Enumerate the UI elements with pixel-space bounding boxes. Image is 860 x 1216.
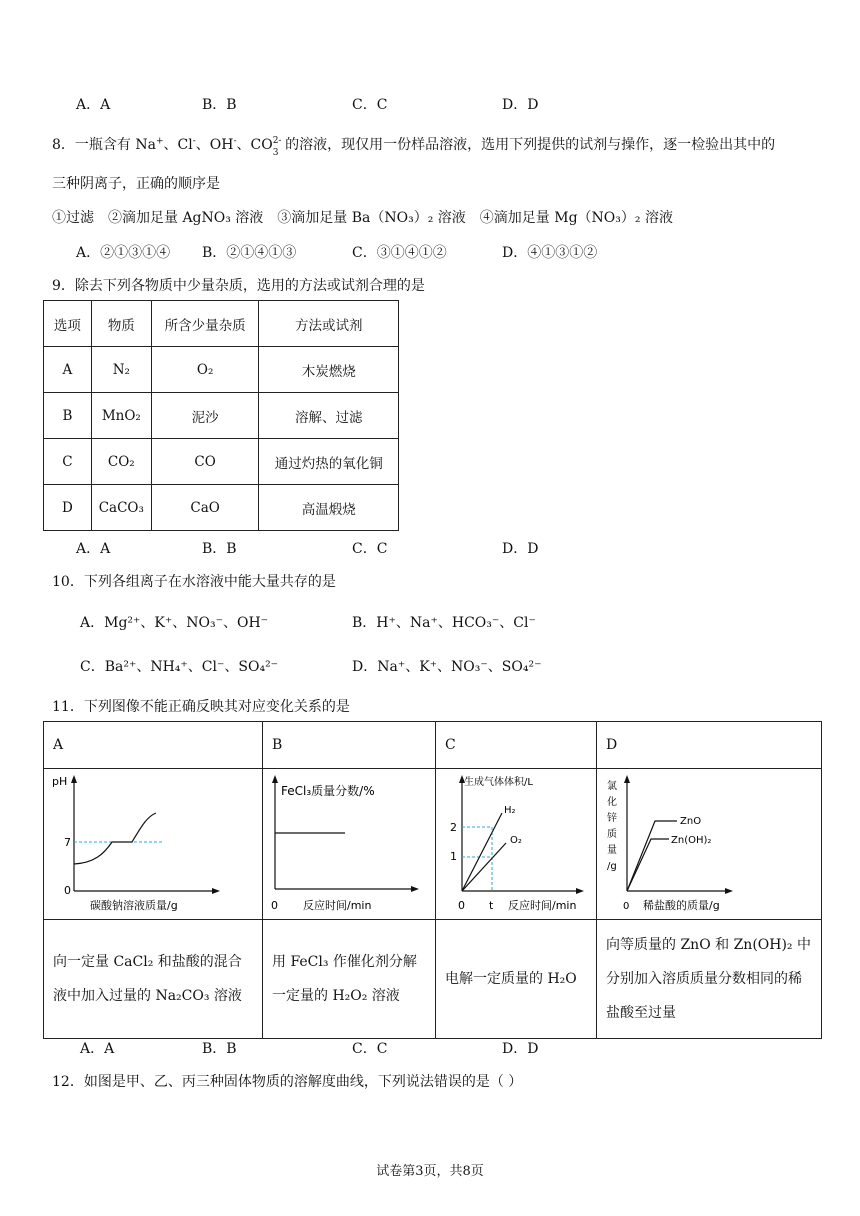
q9-cell: A xyxy=(44,347,92,393)
q10-stem: 10．下列各组离子在水溶液中能大量共存的是 xyxy=(52,574,336,590)
q9-header-cell: 物质 xyxy=(91,301,151,347)
q9-table xyxy=(43,300,399,531)
q9-cell: B xyxy=(44,393,92,439)
q9-cell: 泥沙 xyxy=(151,393,259,439)
graph-a-tick-7: 7 xyxy=(64,836,71,849)
svg-text:氯: 氯 xyxy=(607,781,617,792)
q11-option-b: B．B xyxy=(202,1041,237,1057)
q11-option-a: A．A xyxy=(80,1041,115,1057)
q9-option-d: D．D xyxy=(502,541,539,557)
graph-c-h2-label: H₂ xyxy=(504,805,516,816)
q11-header-cell: D xyxy=(597,722,822,769)
q11-desc-cell: 电解一定质量的 H₂O xyxy=(436,920,597,1039)
q12-stem: 12．如图是甲、乙、丙三种固体物质的溶解度曲线，下列说法错误的是（ ） xyxy=(52,1074,523,1090)
graph-d-znoh-label: Zn(OH)₂ xyxy=(671,835,712,846)
q7-option-a: A．A xyxy=(76,97,111,113)
q11-graph-cell-d xyxy=(597,769,822,920)
q9-option-b: B．B xyxy=(202,541,237,557)
q9-cell: D xyxy=(44,485,92,531)
graph-b-y-label: FeCl₃质量分数/% xyxy=(281,784,375,798)
q11-header-cell: A xyxy=(44,722,263,769)
graph-d-y-label xyxy=(607,779,617,872)
q8-stem-line2: 三种阴离子，正确的顺序是 xyxy=(52,176,220,192)
graph-d-zno-label: ZnO xyxy=(680,816,702,827)
q8-option-a: A．②①③①④ xyxy=(76,245,171,261)
svg-text:/g: /g xyxy=(607,861,617,872)
q9-option-a: A．A xyxy=(76,541,111,557)
q9-option-c: C．C xyxy=(352,541,388,557)
q8-option-c: C．③①④①② xyxy=(352,245,447,261)
graph-c-x-label: 反应时间/min xyxy=(508,899,577,912)
q9-cell: C xyxy=(44,439,92,485)
table-row xyxy=(44,393,399,439)
q11-graph-cell-b xyxy=(263,769,436,920)
q9-cell: MnO₂ xyxy=(91,393,151,439)
q9-cell: O₂ xyxy=(151,347,259,393)
q10-option-c: C．Ba²⁺、NH₄⁺、Cl⁻、SO₄²⁻ xyxy=(80,659,279,675)
svg-text:化: 化 xyxy=(607,797,617,808)
graph-d-origin: 0 xyxy=(623,901,630,912)
q11-graph-cell-a xyxy=(44,769,263,920)
q7-option-b: B．B xyxy=(202,97,237,113)
q10-option-d: D．Na⁺、K⁺、NO₃⁻、SO₄²⁻ xyxy=(352,659,542,675)
q9-cell: CO₂ xyxy=(91,439,151,485)
table-row xyxy=(44,485,399,531)
q10-option-a: A．Mg²⁺、K⁺、NO₃⁻、OH⁻ xyxy=(80,615,269,631)
graph-c-o2-label: O₂ xyxy=(510,835,522,846)
q9-cell: CaO xyxy=(151,485,259,531)
graph-b-origin: 0 xyxy=(271,899,278,912)
q11-option-d: D．D xyxy=(502,1041,539,1057)
q9-cell: 通过灼热的氧化铜 xyxy=(259,439,399,485)
q9-header-cell: 选项 xyxy=(44,301,92,347)
q8-option-d: D．④①③①② xyxy=(502,245,598,261)
q11-option-c: C．C xyxy=(352,1041,388,1057)
svg-text:质: 质 xyxy=(607,829,617,840)
q8-option-b: B．②①④①③ xyxy=(202,245,297,261)
q11-graph-cell-c xyxy=(436,769,597,920)
table-row xyxy=(44,439,399,485)
table-row xyxy=(44,347,399,393)
graph-c-t-tick: t xyxy=(489,899,494,912)
graph-d xyxy=(597,769,821,915)
svg-text:量: 量 xyxy=(607,845,617,856)
q7-option-c: C．C xyxy=(352,97,388,113)
q10-option-b: B．H⁺、Na⁺、HCO₃⁻、Cl⁻ xyxy=(352,615,536,631)
q9-header-row xyxy=(44,301,399,347)
q11-desc-cell: 向等质量的 ZnO 和 Zn(OH)₂ 中分别加入溶质质量分数相同的稀盐酸至过量 xyxy=(597,920,822,1039)
q9-cell: CaCO₃ xyxy=(91,485,151,531)
graph-b xyxy=(263,769,435,915)
q11-stem: 11．下列图像不能正确反映其对应变化关系的是 xyxy=(52,699,350,715)
q9-cell: CO xyxy=(151,439,259,485)
q8-operations: ①过滤 ②滴加足量 AgNO₃ 溶液 ③滴加足量 Ba（NO₃）₂ 溶液 ④滴加足量 Mg（NO₃）₂ 溶液 xyxy=(52,210,673,226)
graph-a-origin: 0 xyxy=(64,884,71,897)
graph-c-tick-2: 2 xyxy=(450,821,457,834)
graph-b-x-label: 反应时间/min xyxy=(303,899,372,912)
q9-cell: 木炭燃烧 xyxy=(259,347,399,393)
graph-c-origin: 0 xyxy=(458,899,465,912)
q9-header-cell: 方法或试剂 xyxy=(259,301,399,347)
q9-cell: 高温煅烧 xyxy=(259,485,399,531)
q11-desc-cell: 用 FeCl₃ 作催化剂分解一定量的 H₂O₂ 溶液 xyxy=(263,920,436,1039)
q9-header-cell: 所含少量杂质 xyxy=(151,301,259,347)
graph-a xyxy=(44,769,262,915)
q11-desc-cell: 向一定量 CaCl₂ 和盐酸的混合液中加入过量的 Na₂CO₃ 溶液 xyxy=(44,920,263,1039)
graph-c-y-label: 生成气体体积/L xyxy=(464,777,533,788)
q11-table xyxy=(43,721,822,1039)
q11-header-cell: C xyxy=(436,722,597,769)
graph-d-x-label: 稀盐酸的质量/g xyxy=(643,899,720,912)
graph-c-tick-1: 1 xyxy=(450,850,457,863)
graph-c xyxy=(436,769,596,915)
q11-header-row xyxy=(44,722,822,769)
q7-option-d: D．D xyxy=(502,97,539,113)
q9-cell: N₂ xyxy=(91,347,151,393)
svg-text:锌: 锌 xyxy=(607,813,617,824)
graph-a-y-label: pH xyxy=(52,775,68,788)
q11-desc-row xyxy=(44,920,822,1039)
page-footer: 试卷第3页，共8页 xyxy=(376,1164,484,1179)
q9-cell: 溶解、过滤 xyxy=(259,393,399,439)
q8-stem-line1: 8．一瓶含有 Na+、Cl-、OH-、CO 2- 3 的溶液，现仅用一份样品溶液，选用下列提供的试剂与操作，逐一检验出其中的 xyxy=(52,136,776,158)
q9-stem: 9．除去下列各物质中少量杂质，选用的方法或试剂合理的是 xyxy=(52,278,425,294)
q11-graph-row xyxy=(44,769,822,920)
graph-a-x-label: 碳酸钠溶液质量/g xyxy=(90,899,178,912)
q11-header-cell: B xyxy=(263,722,436,769)
